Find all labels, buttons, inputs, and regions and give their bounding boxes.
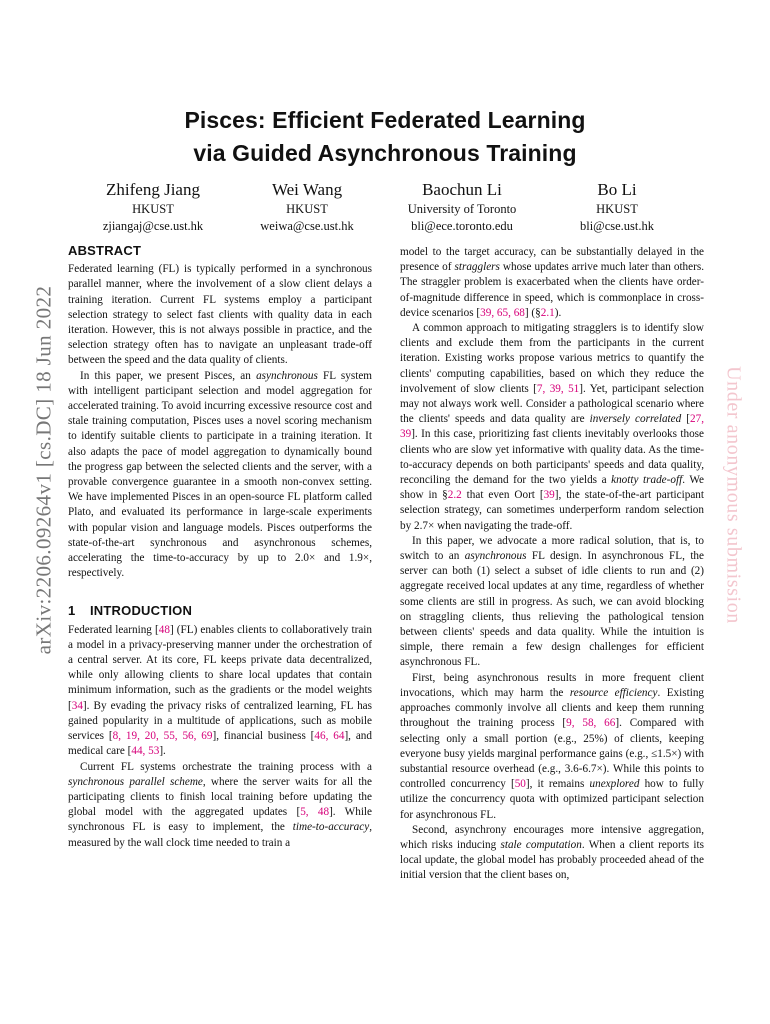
citation-link[interactable]: 39, 65, 68 <box>480 306 525 319</box>
author-name: Baochun Li <box>422 180 502 199</box>
arxiv-identifier: arXiv:2206.09264v1 [cs.DC] 18 Jun 2022 <box>31 285 56 655</box>
right-paragraph-3: In this paper, we advocate a more radical solution, that is, to switch to an asynchronous FL design. In asynchronous FL, the server can both (1) select a subset of idle clients to run and (2) aggregate received local updates at any time, regardless of whether some clients are still in progress. As such, we can avoid blocking on straggling clients, thus relieving the pathological tension between clients' speeds and data quality. While the intuition is simple, there remain a few design challenges for efficient asynchronous FL. <box>400 534 704 669</box>
citation-link[interactable]: 34 <box>71 699 83 712</box>
citation-link[interactable]: 44, 53 <box>131 745 160 758</box>
author-affiliation: HKUST <box>132 202 174 216</box>
section-title: INTRODUCTION <box>90 603 193 619</box>
abstract-heading: ABSTRACT <box>68 243 142 258</box>
right-paragraph-2: A common approach to mitigating stragglers is to identify slow clients and exclude them from the participants in the current iteration. Existing works propose various metrics to quantify the clients' computing capabilities, based on which they reduce the involvement of slow clients [7, 39, 51]. Yet, participant selection may not always work well. Consider a pathological scenario where the clients' speeds and data quality are inversely correlated [27, 39]. In this case, prioritizing fast clients inevitably overlooks those clients who are slow yet informative with quality data. As the time-to-accuracy depends on both participants' speeds and data quality, reconciling the demand for the two yields a knotty trade-off. We show in §2.2 that even Oort [39], the state-of-the-art participant selection strategy, can sometimes underperform random selection by 2.7× when navigating the trade-off. <box>400 322 704 532</box>
abstract-paragraph-1: Federated learning (FL) is typically performed in a synchronous parallel manner, where the involvement of a slow client delays a training iteration. Current FL systems employ a participant selection strategy to select fast clients with quality data in each iteration. However, this is not always possible in practice, and the selection strategy often has to navigate an unpleasant trade-off between the speed and the data quality of clients. <box>68 263 372 367</box>
paper-title-line-1: Pisces: Efficient Federated Learning <box>184 107 586 133</box>
right-column <box>400 245 704 884</box>
citation-link[interactable]: 5, 48 <box>300 806 330 819</box>
citation-link[interactable]: 50 <box>514 778 526 791</box>
citation-link[interactable]: 8, 19, 20, 55, 56, 69 <box>112 730 213 743</box>
right-paragraph-4: First, being asynchronous results in more frequent client invocations, which may harm the resource efficiency. Existing approaches commonly involve all clients and keep them running throughout the training process [9, 58, 66]. Compared with selecting only a small portion (e.g., 25%) of clients, keeping everyone busy yields marginal performance gains (e.g., ≤1.5×) with substantial resource overhead (e.g., 3.6-6.7×). While this points to controlled concurrency [50], it remains unexplored how to fully utilize the concurrency quota with optimized participant selection for asynchronous FL. <box>400 671 705 821</box>
author-email: bli@ece.toronto.edu <box>411 218 513 233</box>
introduction-heading <box>68 603 372 618</box>
citation-link[interactable]: 27, 39 <box>400 413 704 441</box>
author-2 <box>217 179 397 234</box>
section-reference-link[interactable]: 2.1 <box>540 306 555 319</box>
author-name: Wei Wang <box>271 180 343 199</box>
author-name: Zhifeng Jiang <box>106 180 200 199</box>
paper-title-line-2: via Guided Asynchronous Training <box>193 140 577 166</box>
author-1 <box>63 179 243 234</box>
citation-link[interactable]: 7, 39, 51 <box>536 382 580 395</box>
author-name: Bo Li <box>597 180 637 199</box>
right-paragraph-5: Second, asynchrony encourages more intensive aggregation, which risks inducing stale computation. When a client reports its local update, the global model has probably proceeded ahead of the initial version that the client bases on, <box>400 823 704 882</box>
intro-paragraph-1: Federated learning [48] (FL) enables clients to collaboratively train a model in a privacy-preserving manner under the orchestration of a central server. At its core, FL keeps private data decentralized, while only allowing clients to share local updates that contain minimum information, such as the gradients or the model weights [34]. By evading the privacy risks of centralized learning, FL has gained popularity in a multitude of applications, such as mobile services [8, 19, 20, 55, 56, 69], financial business [46, 64], and medical care [44, 53]. <box>68 623 372 758</box>
left-column <box>68 243 372 851</box>
citation-link[interactable]: 39 <box>543 489 555 502</box>
section-reference-link[interactable]: 2.2 <box>447 489 462 502</box>
citation-link[interactable]: 9, 58, 66 <box>566 717 616 730</box>
intro-paragraph-2: Current FL systems orchestrate the training process with a synchronous parallel scheme, where the server waits for all the participating clients to finish local training before updating the global model with the aggregated updates [5, 48]. While synchronous FL is easy to implement, the time-to-accuracy, measured by the wall clock time needed to train a <box>68 760 373 849</box>
author-affiliation: HKUST <box>286 202 328 216</box>
submission-watermark: Under anonymous submission <box>722 366 745 624</box>
paper-title <box>0 104 770 170</box>
citation-link[interactable]: 46, 64 <box>314 730 345 743</box>
right-paragraph-1: model to the target accuracy, can be substantially delayed in the presence of stragglers whose updates arrive much later than others. The straggler problem is exacerbated when the clients have order-of-magnitude difference in speed, which is commonplace in cross-device scenarios [39, 65, 68] (§2.1). <box>400 246 704 319</box>
author-affiliation: University of Toronto <box>407 202 517 216</box>
author-email: weiwa@cse.ust.hk <box>260 218 354 233</box>
author-affiliation: HKUST <box>596 202 638 216</box>
author-4 <box>527 179 707 234</box>
citation-link[interactable]: 48 <box>158 623 170 636</box>
author-3 <box>372 179 552 234</box>
section-number: 1 <box>68 603 76 619</box>
author-email: bli@cse.ust.hk <box>579 218 654 233</box>
author-email: zjiangaj@cse.ust.hk <box>102 218 204 233</box>
abstract-paragraph-2: In this paper, we present Pisces, an asynchronous FL system with intelligent participant selection and model aggregation for accelerated training. To avoid incurring excessive resource cost and stale training computation, Pisces uses a novel scoring mechanism to identify suitable clients to participate in a training iteration. It also adapts the pace of model aggregation to dynamically bound the progress gap between the selected clients and the server, with a provable convergence guarantee in a smooth non-convex setting. We have implemented Pisces in an open-source FL platform called Plato, and evaluated its performance in large-scale experiments with popular vision and language models. Pisces outperforms the state-of-the-art synchronous and asynchronous schemes, accelerating the time-to-accuracy by up to 2.0× and 1.9×, respectively. <box>68 369 373 580</box>
